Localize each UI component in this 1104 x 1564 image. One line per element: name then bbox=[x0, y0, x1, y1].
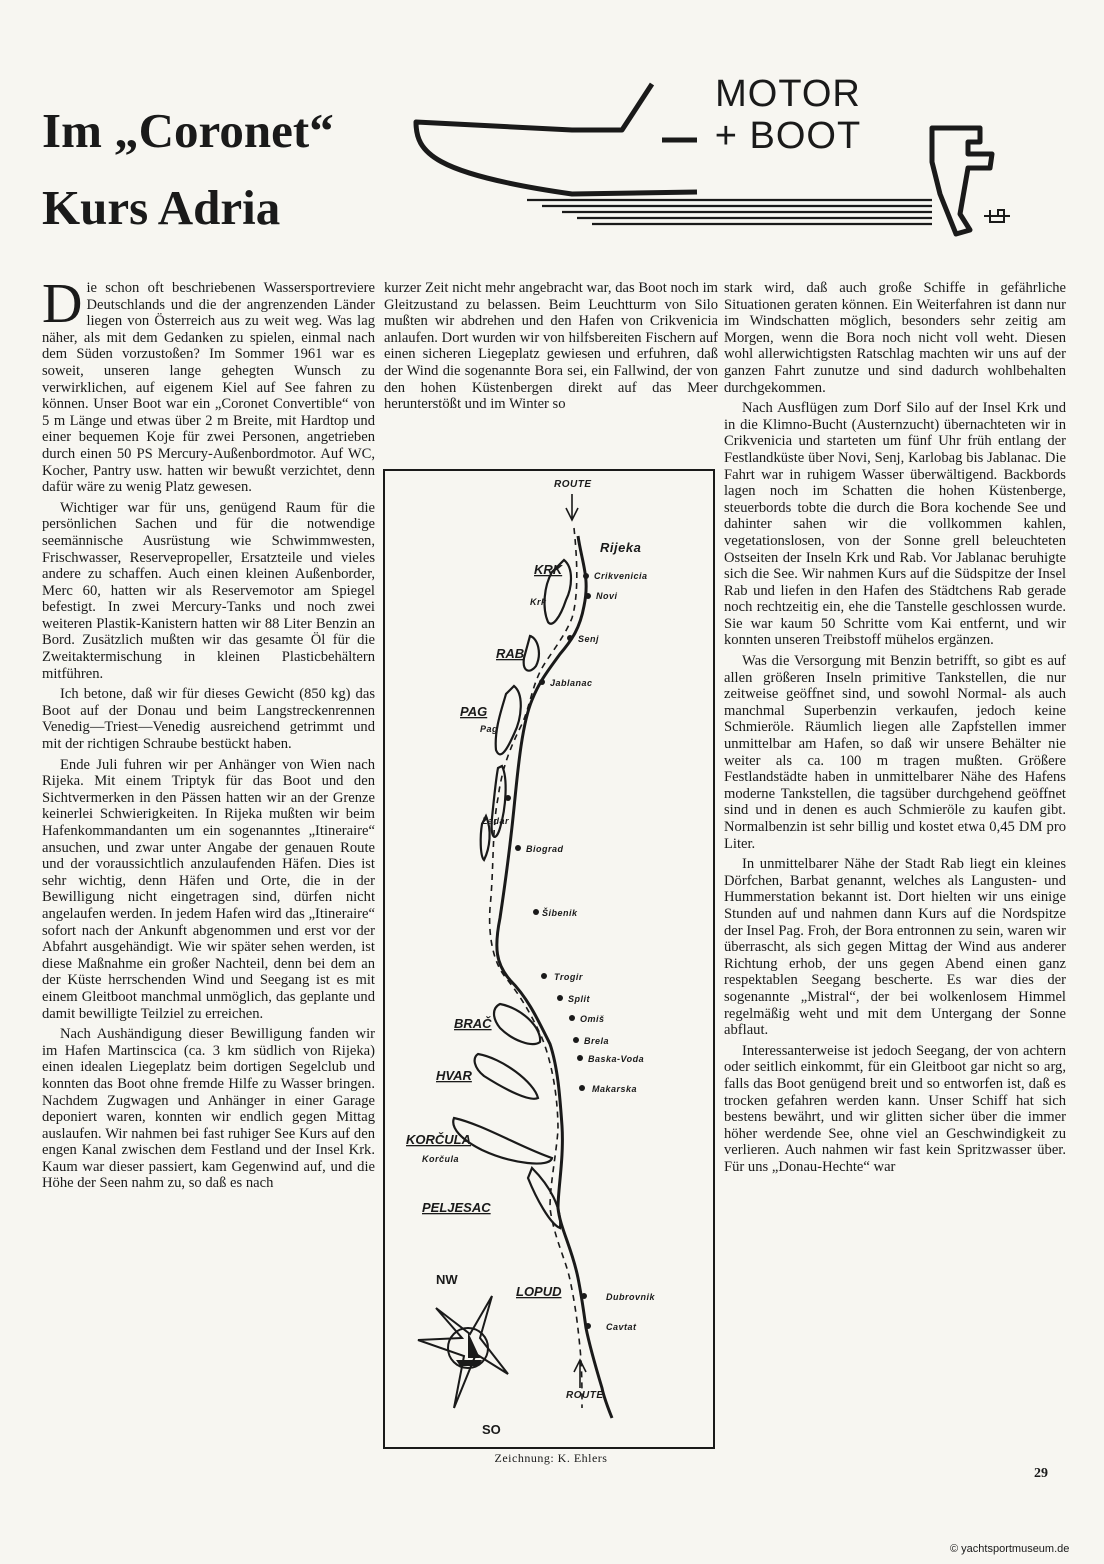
dot-sibenik bbox=[533, 909, 539, 915]
label-crikvenicia: Crikvenicia bbox=[594, 571, 648, 581]
label-split: Split bbox=[568, 994, 590, 1004]
route-map-drawing bbox=[382, 468, 716, 1450]
dot-omis bbox=[569, 1015, 575, 1021]
label-pag-town: Pag bbox=[480, 724, 499, 734]
dot-novi bbox=[585, 593, 591, 599]
column-2 bbox=[384, 280, 718, 413]
paragraph: Was die Versorgung mit Benzin betrifft, so gibt es auf allen größeren Inseln primitive Tankstellen, die nur zeitweise geöffnet sind, und sowohl Normal- als auch manchmal Superbenzin verkaufen, jedoch keine Schmieröle. Räumlich liegen alle Zapfstellen immer unmittelbar am Hafen, so daß wir unsere Behälter nie weiter als ca. 100 m tragen mußten. Größere Festlandstädte haben in unmittelbarer Nähe des Hafens moderne Tankstellen, die tagsüber durchgehend geöffnet sind und in denen es auch Schmieröle zu kaufen gibt. Normalbenzin ist sehr billig und kostet etwa 0,45 DM pro Liter. bbox=[724, 653, 1066, 852]
island-label-brac: BRAČ bbox=[454, 1016, 492, 1031]
paragraph: Wichtiger war für uns, genügend Raum für die persönlichen Sachen und für die notwendige seemännische Ausrüstung wie Schwimmwesten, Frischwasser, Reservepropeller, Ersatzteile und vieles andere zu schaffen. Auch einen kleinen Außenborder, Merc 60, hatten wir als Reservemotor am Spiegel befestigt. In zwei Mercury-Tanks und noch zwei weiteren Plastik-Kanistern hatten wir 88 Liter Benzin an Bord. Zusätzlich mußten wir das gesamte Öl für die Zweitaktermischung in kleinen Plasticbehältern mitführen. bbox=[42, 499, 375, 682]
hvar-island bbox=[475, 1054, 538, 1099]
paragraph: Interessanterweise ist jedoch Seegang, der von achtern oder seitlich einkommt, für ein Gleitboot gar nicht so arg, falls das Boot genügend breit und so entworfen ist, daß es trocken gefahren werden kann. Unser Schiff hat sich bestens bewährt, und wir glitten sicher über die immer höher werdende See, ohne viel an Geschwindigkeit zu verlieren. Auch nahmen wir fast kein Spritzwasser über. Für uns „Donau-Hechte“ war bbox=[724, 1042, 1066, 1175]
label-krk-town: Krk bbox=[530, 597, 547, 607]
pag-island bbox=[496, 686, 521, 754]
route-arrow-top bbox=[566, 494, 578, 520]
paragraph: Nach Ausflügen zum Dorf Silo auf der Insel Krk und in die Klimno-Bucht (Austernzucht) übernachteten wir in Crikvenicia und starteten um fünf Uhr früh entlang der Festlandküste über Novi, Senj, Karlobag bis Jablanac. Die Fahrt war in ruhigem Wasser überwältigend. Backbords lagen noch im Schatten die hohen Küstenberge, steuerbords tobte die durch die Bora kochende See und dahinter sahen wir die vollkommen kahlen, vegetationslosen, von der Sonne grell beleuchteten Ostseiten der Inseln Krk und Rab. Vor Jablanac beruhigte sich die See. Wir nahmen Kurs auf die Südspitze der Insel Rab und liefen in den Hafen des Städtchens Rab gerade noch rechtzeitig ein, ehe die Tanstelle geschlossen wurde. Sie war kaum 50 Schritte vom Kai entfernt, und wir konnten unseren Treibstoff mühelos ergänzen. bbox=[724, 400, 1066, 649]
label-baska-voda: Baska-Voda bbox=[588, 1054, 645, 1064]
label-trogir: Trogir bbox=[554, 972, 583, 982]
compass-rose bbox=[418, 1272, 508, 1437]
paragraph: Ende Juli fuhren wir per Anhänger von Wien nach Rijeka. Mit einem Triptyk für das Boot und den Sichtvermerken in den Pässen hatten wir an der Grenze keinerlei Schwierigkeiten. In Rijeka mußten wir beim Hafenkommandanten um ein sogenanntes „Itineraire“ ansuchen, und zwar unter Angabe der genauen Route und der voraussichtlich anzulaufenden Häfen. Dies ist sehr wichtig, denn Häfen und Orte, die in der Bewilligung nicht eingetragen sind, dürfen nicht angelaufen werden. In jedem Hafen wird das „Itineraire“ sofort nach der Ankunft abgenommen und erst vor der Abfahrt ausgehändigt. Wie wir später sehen werden, ist diese Maßnahme ein großer Nachteil, denn bei dem an der Küste herrschenden Wind und Seegang ist es mit einem Gleitboot manchmal unmöglich, das geplante und damit bewilligte Teilziel zu erreichen. bbox=[42, 756, 375, 1022]
dot-dubrovnik bbox=[581, 1293, 587, 1299]
paragraph: kurzer Zeit nicht mehr angebracht war, das Boot noch im Gleitzustand zu belassen. Beim Leuchtturm von Silo mußten wir abdrehen und den Hafen von Crikvenicia anlaufen. Dort wurden wir von hilfsbereiten Fischern auf einen sicheren Liegeplatz gewiesen und erfuhren, daß der Wind die sogenannte Bora sei, ein Fallwind, der von den hohen Küstenbergen direkt auf das Meer herunterstößt und im Winter so bbox=[384, 280, 718, 413]
map-frame bbox=[384, 470, 714, 1448]
island-label-pag: PAG bbox=[460, 704, 488, 719]
label-biograd: Biograd bbox=[526, 844, 564, 854]
dot-biograd bbox=[515, 845, 521, 851]
dot-senj bbox=[567, 635, 573, 641]
paragraph bbox=[42, 273, 375, 496]
dot-baska-voda bbox=[577, 1055, 583, 1061]
compass-nw: NW bbox=[436, 1272, 458, 1287]
label-senj: Senj bbox=[578, 634, 600, 644]
drop-cap: D bbox=[42, 273, 83, 335]
route-arrow-bottom bbox=[574, 1360, 586, 1388]
label-korcula-town: Korčula bbox=[422, 1154, 460, 1164]
label-route-top: ROUTE bbox=[554, 479, 592, 490]
island-label-lopud: LOPUD bbox=[516, 1284, 562, 1299]
dot-brela bbox=[573, 1037, 579, 1043]
peljesac-peninsula bbox=[528, 1168, 560, 1228]
label-dubrovnik: Dubrovnik bbox=[606, 1292, 656, 1302]
island-label-peljesac: PELJESAC bbox=[422, 1200, 491, 1215]
island-label-hvar: HVAR bbox=[436, 1068, 472, 1083]
logo-motor: MOTOR bbox=[715, 73, 861, 115]
logo-boot: + BOOT bbox=[714, 114, 862, 157]
paragraph: stark wird, daß auch große Schiffe in gefährliche Situationen geraten können. Ein Weiterfahren ist dann nur im Windschatten möglich, besonders sehr zeitig am Morgen, wenn die Bora noch nicht voll weht. Diesen wohl allerwichtigsten Ratschlag machten wir uns auf der ganzen Fahrt zunutze und sind dadurch wohlbehalten durchgekommen. bbox=[724, 280, 1066, 396]
dot-zadar bbox=[505, 795, 511, 801]
label-jablanac: Jablanac bbox=[550, 678, 593, 688]
paragraph: In unmittelbarer Nähe der Stadt Rab liegt ein kleines Dörfchen, Barbat genannt, welches als Langusten- und Hummerstation bekannt ist. Dort hielten wir uns einige Stunden auf und nahmen dann Kurs auf die Nordspitze der Insel Pag. Froh, der Bora entronnen zu sein, waren wir überrascht, als sich gegen Mittag der Wind aus anderer Richtung erhob, der uns gegen Abend einen ganz respektablen Seegang bescherte. Es war dies der sogenannte „Mistral“, der bei wolkenlosem Himmel regelmäßig weht und mit dem Untergang der Sonne abflaut. bbox=[724, 856, 1066, 1039]
label-route-bottom: ROUTE bbox=[566, 1390, 604, 1401]
paragraph: Nach Aushändigung dieser Bewilligung fanden wir im Hafen Martinscica (ca. 3 km südlich von Rijeka) einen idealen Liegeplatz beim dortigen Segelclub und konnten das Boot ohne fremde Hilfe zu Wasser bringen. Nachdem Zugwagen und Anhänger in einer Garage deponiert waren, konnten wir endlich gegen Mittag auslaufen. Wir nahmen bei fast ruhiger See Kurs auf den engen Kanal zwischen dem Festland und der Insel Krk. Kaum war dieser passiert, kam Gegenwind auf, und die Höhe der Seen nahm zu, so daß es nach bbox=[42, 1026, 375, 1192]
dot-jablanac bbox=[539, 679, 545, 685]
dugi-otok-island bbox=[492, 766, 506, 837]
label-novi: Novi bbox=[596, 591, 618, 601]
paragraph-text: ie schon oft beschriebenen Wassersportreviere Deutschlands und die der angrenzenden Länder liegen von Österreich aus zu weit weg. Was lag näher, als mit dem Gedanken zu spielen, einmal nach dem Süden vorzustoßen? Im Sommer 1961 war es soweit, unseren lange gehegten Wunsch zu verwirklichen, auf eigenem Kiel auf See fahren zu können. Unser Boot war ein „Coronet Convertible“ von 5 m Länge und etwas über 2 m Breite, mit Hardtop und einer bequemen Koje für zwei Personen, angetrieben durch einen 50 PS Mercury-Außenbordmotor. Auf WC, Kocher, Pantry usw. hatten wir bewußt verzichtet, denn dafür wäre zu wenig Platz gewesen. bbox=[42, 280, 375, 496]
column-1 bbox=[42, 273, 375, 1192]
dot-trogir bbox=[541, 973, 547, 979]
island-label-korcula: KORČULA bbox=[406, 1132, 471, 1147]
title-line-2: Kurs Adria bbox=[42, 180, 281, 236]
dot-makarska bbox=[579, 1085, 585, 1091]
label-zadar: Zadar bbox=[482, 816, 510, 826]
rab-island bbox=[524, 636, 539, 671]
title-line-1: Im „Coronet“ bbox=[42, 103, 334, 158]
island-label-krk: KRK bbox=[534, 562, 563, 577]
label-omis: Omiš bbox=[580, 1014, 605, 1024]
paragraph: Ich betone, daß wir für dieses Gewicht (850 kg) das Boot auf der Donau und beim Langstreckenrennen Venedig—Triest—Venedig ausreichend getrimmt und mit der richtigen Schraube bestückt haben. bbox=[42, 686, 375, 753]
island-label-rab: RAB bbox=[496, 646, 525, 661]
route-map bbox=[382, 468, 716, 1468]
column-3 bbox=[724, 280, 1066, 1175]
page-number: 29 bbox=[1034, 1466, 1048, 1481]
compass-so: SO bbox=[482, 1422, 501, 1437]
magazine-logo bbox=[700, 74, 876, 158]
label-makarska: Makarska bbox=[592, 1084, 638, 1094]
dot-crikvenicia bbox=[583, 573, 589, 579]
watermark: © yachtsportmuseum.de bbox=[950, 1543, 1070, 1555]
article-title bbox=[42, 92, 334, 247]
dot-split bbox=[557, 995, 563, 1001]
label-cavtat: Cavtat bbox=[606, 1322, 637, 1332]
dot-cavtat bbox=[585, 1323, 591, 1329]
label-brela: Brela bbox=[584, 1036, 610, 1046]
label-rijeka: Rijeka bbox=[600, 540, 642, 555]
label-sibenik: Šibenik bbox=[542, 908, 578, 918]
map-caption: Zeichnung: K. Ehlers bbox=[494, 1451, 608, 1465]
